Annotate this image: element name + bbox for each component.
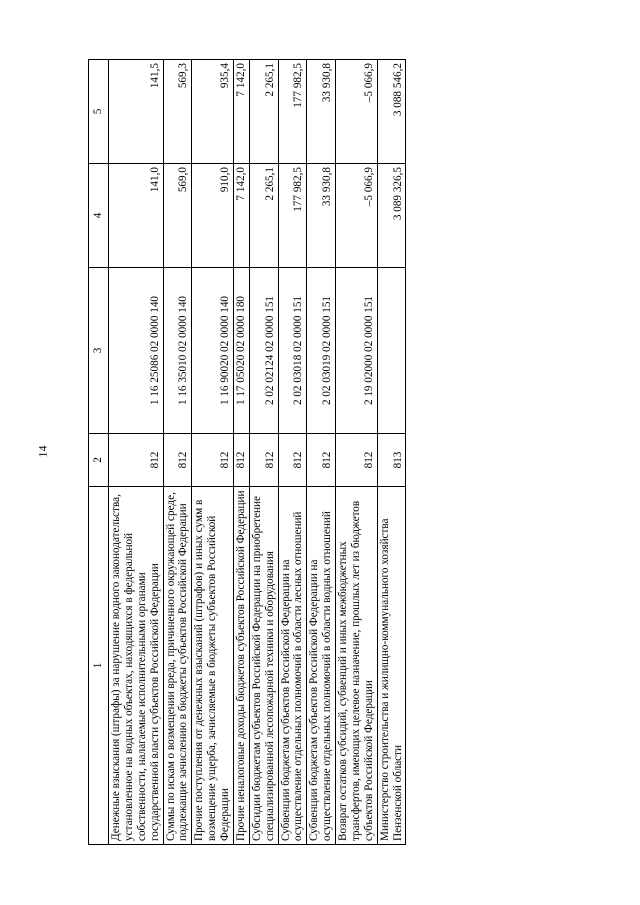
row-admin-code: 812 xyxy=(249,434,278,487)
row-budget-code: 1 16 35010 02 0000 140 xyxy=(163,268,192,434)
row-value-col4: 2 265,1 xyxy=(249,164,278,268)
table-header-row xyxy=(89,60,109,845)
row-description: Субвенции бюджетам субъектов Российской Федерации на осуществление отдельных полномочий в области водных отношений xyxy=(307,487,336,845)
row-value-col4: 177 982,5 xyxy=(278,164,307,268)
row-value-col4: 3 089 326,5 xyxy=(377,164,406,268)
row-value-col5: 935,4 xyxy=(192,60,234,164)
row-description: Возврат остатков субсидий, субвенций и иных межбюджетных трансфертов, имеющих целевое назначение, прошлых лет из бюджетов субъектов Российской Федерации xyxy=(336,487,378,845)
row-description: Субвенции бюджетам субъектов Российской Федерации на осуществление отдельных полномочий в области лесных отношений xyxy=(278,487,307,845)
row-admin-code: 812 xyxy=(192,434,234,487)
row-admin-code: 813 xyxy=(377,434,406,487)
row-value-col4: 7 142,0 xyxy=(233,164,249,268)
row-value-col5: 33 930,8 xyxy=(307,60,336,164)
row-value-col4: 910,0 xyxy=(192,164,234,268)
column-header-2: 2 xyxy=(89,434,109,487)
row-value-col4: 141,0 xyxy=(109,164,164,268)
row-admin-code: 812 xyxy=(233,434,249,487)
row-budget-code xyxy=(377,268,406,434)
row-description: Министерство строительства и жилищно-коммунального хозяйства Пензенской области xyxy=(377,487,406,845)
row-admin-code: 812 xyxy=(336,434,378,487)
row-budget-code: 2 02 03019 02 0000 151 xyxy=(307,268,336,434)
table-row xyxy=(163,60,192,845)
row-value-col5: 177 982,5 xyxy=(278,60,307,164)
row-description: Прочие неналоговые доходы бюджетов субъектов Российской Федерации xyxy=(233,487,249,845)
row-value-col4: 569,0 xyxy=(163,164,192,268)
row-description: Субсидии бюджетам субъектов Российской Федерации на приобретение специализированной лесопожарной техники и оборудования xyxy=(249,487,278,845)
table-row xyxy=(278,60,307,845)
row-value-col5: 2 265,1 xyxy=(249,60,278,164)
row-value-col4: –5 066,9 xyxy=(336,164,378,268)
table-row xyxy=(109,60,164,845)
row-description: Денежные взыскания (штрафы) за нарушение водного законодательства, установленное на водных объектах, находящихся в федеральной собственности, налагаемые исполнительными органами государственной власти субъектов Российской Федерации xyxy=(109,487,164,845)
row-value-col5: 141,5 xyxy=(109,60,164,164)
table-row xyxy=(377,60,406,845)
row-budget-code: 2 19 02000 02 0000 151 xyxy=(336,268,378,434)
budget-revenue-table xyxy=(88,59,406,845)
table-row xyxy=(249,60,278,845)
table-row xyxy=(192,60,234,845)
row-admin-code: 812 xyxy=(163,434,192,487)
row-budget-code: 1 17 05020 02 0000 180 xyxy=(233,268,249,434)
row-value-col4: 33 930,8 xyxy=(307,164,336,268)
rotated-table-wrapper xyxy=(88,60,500,845)
table-row xyxy=(336,60,378,845)
row-admin-code: 812 xyxy=(109,434,164,487)
row-budget-code: 1 16 90020 02 0000 140 xyxy=(192,268,234,434)
column-header-1: 1 xyxy=(89,487,109,845)
column-header-5: 5 xyxy=(89,60,109,164)
row-admin-code: 812 xyxy=(278,434,307,487)
row-value-col5: 3 088 546,2 xyxy=(377,60,406,164)
row-admin-code: 812 xyxy=(307,434,336,487)
row-budget-code: 2 02 02124 02 0000 151 xyxy=(249,268,278,434)
table-row xyxy=(233,60,249,845)
column-header-3: 3 xyxy=(89,268,109,434)
row-budget-code: 1 16 25086 02 0000 140 xyxy=(109,268,164,434)
row-value-col5: 569,3 xyxy=(163,60,192,164)
page-number: 14 xyxy=(35,445,50,458)
row-budget-code: 2 02 03018 02 0000 151 xyxy=(278,268,307,434)
table-row xyxy=(307,60,336,845)
row-description: Суммы по искам о возмещении вреда, причиненного окружающей среде, подлежащие зачислению в бюджеты субъектов Российской Федерации xyxy=(163,487,192,845)
row-value-col5: 7 142,0 xyxy=(233,60,249,164)
column-header-4: 4 xyxy=(89,164,109,268)
row-value-col5: –5 066,9 xyxy=(336,60,378,164)
row-description: Прочие поступления от денежных взысканий (штрафов) и иных сумм в возмещение ущерба, зачисляемые в бюджеты субъектов Российской Федерации xyxy=(192,487,234,845)
